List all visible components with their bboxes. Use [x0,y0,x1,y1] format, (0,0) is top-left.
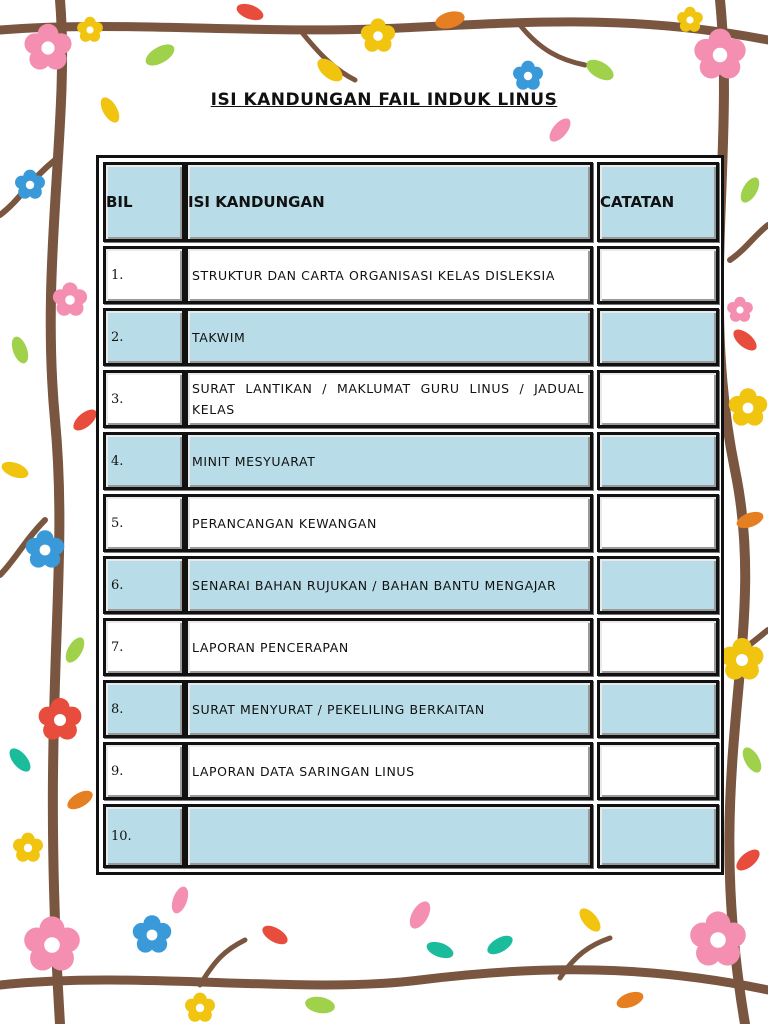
header-notes: CATATAN [597,162,719,242]
row-content: PERANCANGAN KEWANGAN [185,494,593,552]
row-number: 4. [103,432,185,490]
row-notes [597,494,719,552]
row-content: STRUKTUR DAN CARTA ORGANISASI KELAS DISLEKSIA [185,246,593,304]
row-number: 9. [103,742,185,800]
row-notes [597,432,719,490]
row-content: LAPORAN PENCERAPAN [185,618,593,676]
contents-table [96,155,724,875]
row-number: 1. [103,246,185,304]
row-number: 8. [103,680,185,738]
row-notes [597,556,719,614]
row-notes [597,742,719,800]
row-number: 7. [103,618,185,676]
row-number: 5. [103,494,185,552]
row-content: SURAT MENYURAT / PEKELILING BERKAITAN [185,680,593,738]
row-number: 2. [103,308,185,366]
header-bil: BIL [103,162,185,242]
row-content: TAKWIM [185,308,593,366]
row-notes [597,618,719,676]
row-notes [597,804,719,868]
row-notes [597,370,719,428]
header-content: ISI KANDUNGAN [185,162,593,242]
row-content: SURAT LANTIKAN / MAKLUMAT GURU LINUS / JADUAL KELAS [185,370,593,428]
row-notes [597,308,719,366]
row-content: SENARAI BAHAN RUJUKAN / BAHAN BANTU MENGAJAR [185,556,593,614]
row-content: MINIT MESYUARAT [185,432,593,490]
page-title: ISI KANDUNGAN FAIL INDUK LINUS [210,90,558,110]
row-notes [597,680,719,738]
row-number: 3. [103,370,185,428]
row-number: 10. [103,804,185,868]
row-content [185,804,593,868]
row-content: LAPORAN DATA SARINGAN LINUS [185,742,593,800]
row-number: 6. [103,556,185,614]
row-notes [597,246,719,304]
